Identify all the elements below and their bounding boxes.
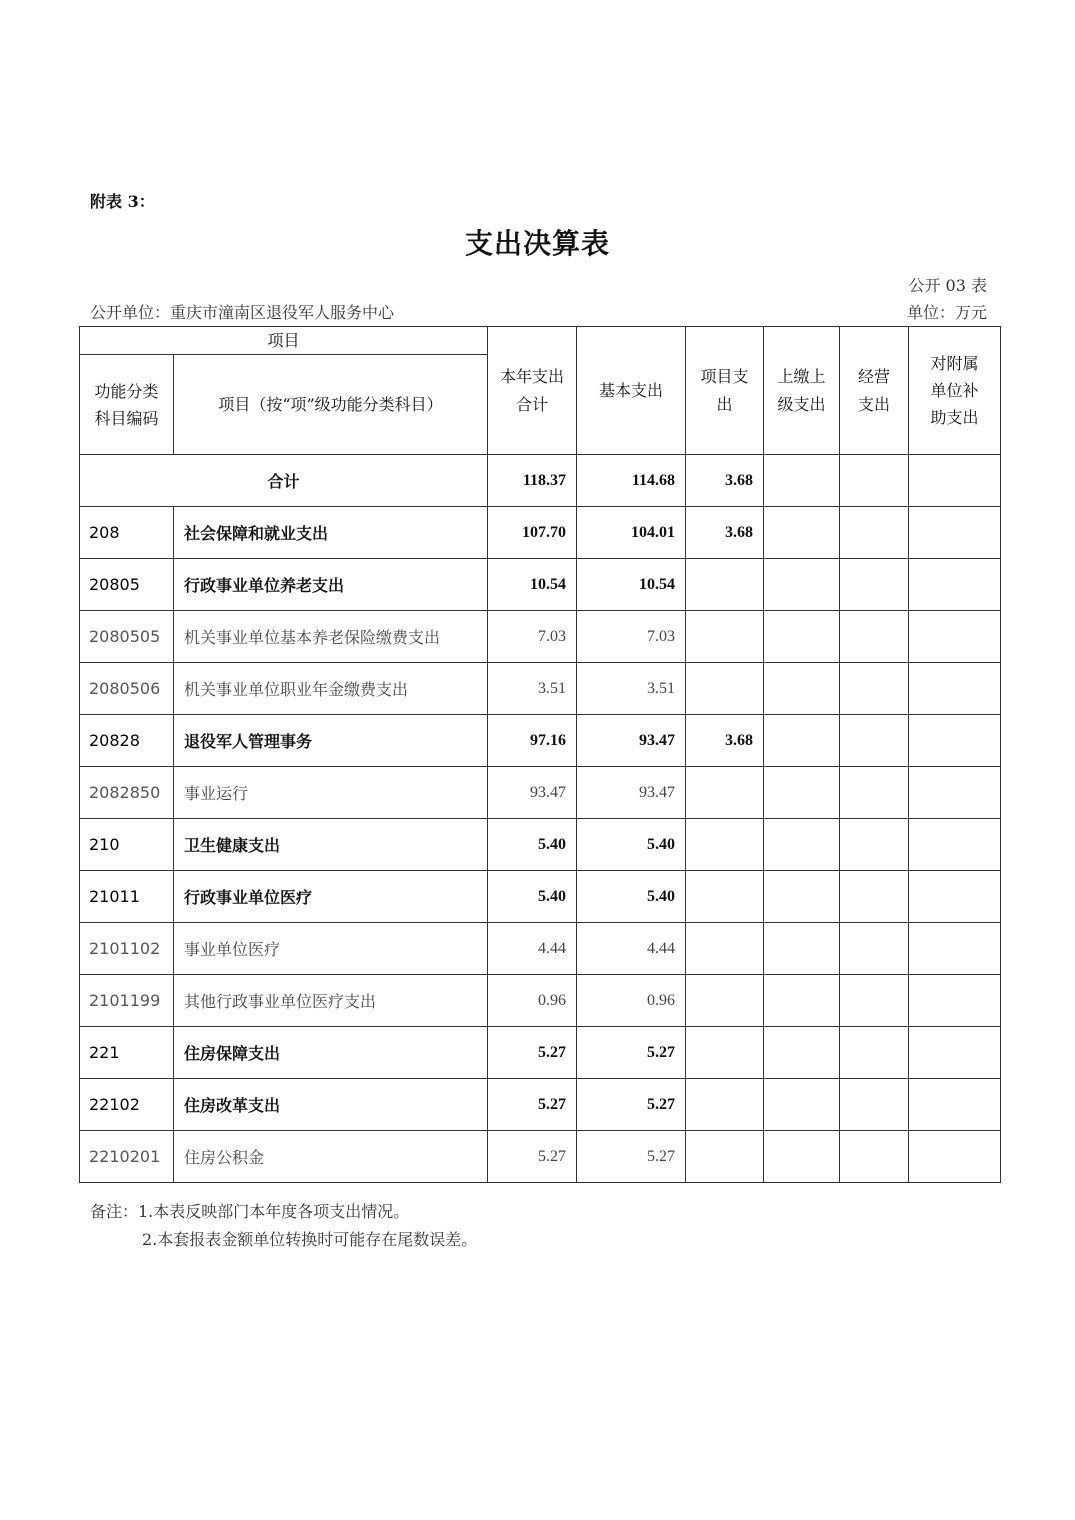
note-1: 备注：1.本表反映部门本年度各项支出情况。 [90, 1202, 410, 1221]
cell-code: 20828 [80, 715, 174, 767]
cell-name: 住房公积金 [174, 1131, 488, 1183]
cell-code: 2101102 [80, 923, 174, 975]
cell-subsidiary [909, 767, 1001, 819]
cell-upper [764, 559, 840, 611]
expenditure-table [79, 326, 1001, 1183]
cell-subsidiary [909, 611, 1001, 663]
col-header-upper [764, 327, 840, 455]
cell-basic: 3.51 [577, 663, 686, 715]
cell-basic: 5.27 [577, 1131, 686, 1183]
cell-upper [764, 819, 840, 871]
total-upper [764, 455, 840, 507]
cell-code: 2080505 [80, 611, 174, 663]
cell-total: 10.54 [488, 559, 577, 611]
cell-business [840, 871, 909, 923]
cell-upper [764, 1131, 840, 1183]
cell-subsidiary [909, 1079, 1001, 1131]
cell-business [840, 507, 909, 559]
cell-name: 社会保障和就业支出 [174, 507, 488, 559]
cell-name: 住房保障支出 [174, 1027, 488, 1079]
cell-project-exp [686, 559, 764, 611]
cell-business [840, 559, 909, 611]
cell-subsidiary [909, 975, 1001, 1027]
cell-subsidiary [909, 715, 1001, 767]
cell-code: 2080506 [80, 663, 174, 715]
table-row [80, 1027, 1001, 1079]
cell-total: 107.70 [488, 507, 577, 559]
cell-total: 97.16 [488, 715, 577, 767]
cell-name: 机关事业单位职业年金缴费支出 [174, 663, 488, 715]
notes [90, 1198, 477, 1254]
cell-project-exp [686, 1131, 764, 1183]
cell-total: 5.27 [488, 1131, 577, 1183]
cell-basic: 7.03 [577, 611, 686, 663]
col-header-business [840, 327, 909, 455]
table-row [80, 715, 1001, 767]
cell-name: 事业运行 [174, 767, 488, 819]
cell-total: 93.47 [488, 767, 577, 819]
cell-basic: 5.27 [577, 1027, 686, 1079]
cell-code: 20805 [80, 559, 174, 611]
unit-line [90, 300, 987, 323]
cell-upper [764, 507, 840, 559]
cell-upper [764, 1027, 840, 1079]
table-row [80, 767, 1001, 819]
cell-total: 7.03 [488, 611, 577, 663]
form-number: 公开 03 表 [908, 276, 987, 295]
cell-name: 其他行政事业单位医疗支出 [174, 975, 488, 1027]
total-row [80, 455, 1001, 507]
total-label: 合计 [80, 455, 488, 507]
cell-upper [764, 611, 840, 663]
cell-name: 退役军人管理事务 [174, 715, 488, 767]
cell-basic: 5.27 [577, 1079, 686, 1131]
cell-code: 2210201 [80, 1131, 174, 1183]
table-row [80, 819, 1001, 871]
cell-business [840, 1027, 909, 1079]
total-project-exp: 3.68 [686, 455, 764, 507]
cell-subsidiary [909, 1027, 1001, 1079]
cell-basic: 93.47 [577, 715, 686, 767]
cell-code: 2082850 [80, 767, 174, 819]
cell-project-exp [686, 611, 764, 663]
total-business [840, 455, 909, 507]
total-basic: 114.68 [577, 455, 686, 507]
cell-upper [764, 871, 840, 923]
cell-subsidiary [909, 663, 1001, 715]
cell-total: 5.27 [488, 1079, 577, 1131]
page-title: 支出决算表 [464, 227, 610, 260]
cell-business [840, 611, 909, 663]
cell-name: 行政事业单位医疗 [174, 871, 488, 923]
cell-upper [764, 1079, 840, 1131]
cell-business [840, 923, 909, 975]
cell-code: 210 [80, 819, 174, 871]
cell-total: 0.96 [488, 975, 577, 1027]
col-header-business-text: 经营支出 [858, 367, 891, 414]
table-row [80, 559, 1001, 611]
cell-upper [764, 767, 840, 819]
cell-business [840, 663, 909, 715]
cell-name: 事业单位医疗 [174, 923, 488, 975]
cell-project-exp [686, 871, 764, 923]
cell-code: 2101199 [80, 975, 174, 1027]
cell-project-exp [686, 767, 764, 819]
table-row [80, 1131, 1001, 1183]
cell-basic: 0.96 [577, 975, 686, 1027]
cell-total: 5.27 [488, 1027, 577, 1079]
cell-project-exp [686, 1079, 764, 1131]
col-header-code [80, 355, 174, 455]
cell-basic: 4.44 [577, 923, 686, 975]
cell-total: 4.44 [488, 923, 577, 975]
col-header-total [488, 327, 577, 455]
table-row [80, 923, 1001, 975]
cell-business [840, 819, 909, 871]
cell-basic: 10.54 [577, 559, 686, 611]
col-header-project-exp-text: 项目支出 [700, 367, 749, 414]
cell-total: 3.51 [488, 663, 577, 715]
total-total: 118.37 [488, 455, 577, 507]
cell-project-exp: 3.68 [686, 715, 764, 767]
cell-project-exp [686, 923, 764, 975]
cell-name: 卫生健康支出 [174, 819, 488, 871]
cell-upper [764, 975, 840, 1027]
cell-name: 住房改革支出 [174, 1079, 488, 1131]
cell-project-exp [686, 975, 764, 1027]
cell-upper [764, 715, 840, 767]
cell-basic: 104.01 [577, 507, 686, 559]
cell-subsidiary [909, 871, 1001, 923]
cell-total: 5.40 [488, 819, 577, 871]
table-row [80, 975, 1001, 1027]
cell-upper [764, 663, 840, 715]
table-row [80, 663, 1001, 715]
cell-project-exp [686, 819, 764, 871]
col-header-subsidiary-text: 对附属单位补助支出 [930, 353, 979, 428]
cell-basic: 5.40 [577, 819, 686, 871]
cell-business [840, 1131, 909, 1183]
cell-project-exp: 3.68 [686, 507, 764, 559]
cell-total: 5.40 [488, 871, 577, 923]
cell-project-exp [686, 663, 764, 715]
cell-subsidiary [909, 923, 1001, 975]
table-row [80, 871, 1001, 923]
table-row [80, 611, 1001, 663]
table-row [80, 1079, 1001, 1131]
col-header-project-exp [686, 327, 764, 455]
currency-unit: 单位：万元 [906, 303, 987, 322]
cell-project-exp [686, 1027, 764, 1079]
cell-business [840, 975, 909, 1027]
cell-code: 221 [80, 1027, 174, 1079]
cell-subsidiary [909, 819, 1001, 871]
cell-subsidiary [909, 559, 1001, 611]
col-header-subsidiary [909, 327, 1001, 455]
cell-upper [764, 923, 840, 975]
cell-basic: 5.40 [577, 871, 686, 923]
cell-basic: 93.47 [577, 767, 686, 819]
cell-code: 22102 [80, 1079, 174, 1131]
cell-name: 行政事业单位养老支出 [174, 559, 488, 611]
cell-subsidiary [909, 1131, 1001, 1183]
cell-business [840, 715, 909, 767]
total-subsidiary [909, 455, 1001, 507]
col-header-total-text: 本年支出合计 [500, 367, 565, 414]
col-header-project: 项目 [80, 327, 488, 355]
cell-code: 21011 [80, 871, 174, 923]
cell-subsidiary [909, 507, 1001, 559]
cell-code: 208 [80, 507, 174, 559]
col-header-upper-text: 上缴上级支出 [777, 367, 826, 414]
col-header-name: 项目（按“项”级功能分类科目） [174, 355, 488, 455]
col-header-code-text: 功能分类科目编码 [94, 381, 159, 428]
cell-business [840, 767, 909, 819]
cell-name: 机关事业单位基本养老保险缴费支出 [174, 611, 488, 663]
reporting-unit: 公开单位：重庆市潼南区退役军人服务中心 [90, 303, 395, 322]
attachment-label: 附表 3： [90, 192, 155, 211]
note-2: 2.本套报表金额单位转换时可能存在尾数误差。 [142, 1230, 478, 1249]
table-row [80, 507, 1001, 559]
cell-business [840, 1079, 909, 1131]
col-header-basic: 基本支出 [577, 327, 686, 455]
